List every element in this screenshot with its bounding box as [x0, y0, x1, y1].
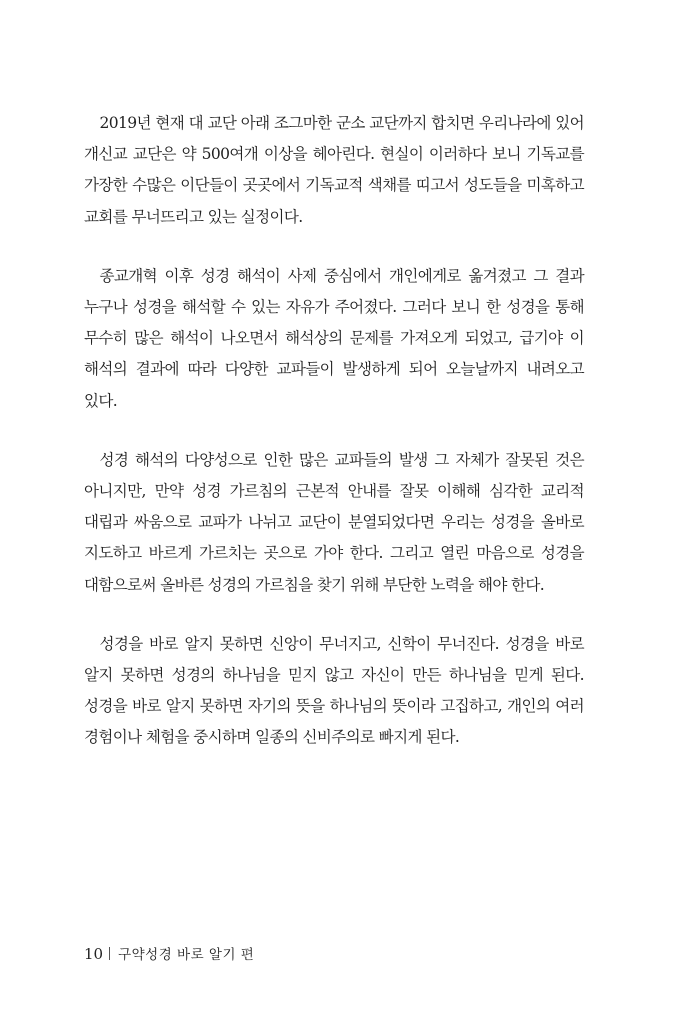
paragraph-3: 성경 해석의 다양성으로 인한 많은 교파들의 발생 그 자체가 잘못된 것은 아니지만, 만약 성경 가르침의 근본적 안내를 잘못 이해해 심각한 교리적 대립과 싸움으로 교파가 나뉘고 교단이 분열되었다면 우리는 성경을 올바로 지도하고 바르게 가르치는 곳으로 가야 한다. 그리고 열린 마음으로 성경을 대함으로써 올바른 성경의 가르침을 찾기 위해 부단한 노력을 해야 한다.: [84, 450, 584, 594]
page-footer: [84, 944, 254, 965]
footer-separator: [109, 947, 110, 960]
page-number: 10: [84, 945, 104, 963]
body-text: [84, 108, 584, 782]
paragraph-4: 성경을 바로 알지 못하면 신앙이 무너지고, 신학이 무너진다. 성경을 바로 알지 못하면 성경의 하나님을 믿지 않고 자신이 만든 하나님을 믿게 된다. 성경을 바로 알지 못하면 자기의 뜻을 하나님의 뜻이라 고집하고, 개인의 여러 경험이나 체험을 중시하며 일종의 신비주의로 빠지게 된다.: [84, 634, 584, 747]
paragraph-1: 2019년 현재 대 교단 아래 조그마한 군소 교단까지 합치면 우리나라에 있어 개신교 교단은 약 500여개 이상을 헤아린다. 현실이 이러하다 보니 기독교를 가장한 수많은 이단들이 곳곳에서 기독교적 색채를 띠고서 성도들을 미혹하고 교회를 무너뜨리고 있는 실정이다.: [84, 114, 584, 226]
paragraph-2: 종교개혁 이후 성경 해석이 사제 중심에서 개인에게로 옮겨졌고 그 결과 누구나 성경을 해석할 수 있는 자유가 주어졌다. 그러다 보니 한 성경을 통해 무수히 많은 해석이 나오면서 해석상의 문제를 가져오게 되었고, 급기야 이 해석의 결과에 따라 다양한 교파들이 발생하게 되어 오늘날까지 내려오고 있다.: [84, 266, 584, 410]
running-title: 구약성경 바로 알기 편: [118, 947, 255, 963]
